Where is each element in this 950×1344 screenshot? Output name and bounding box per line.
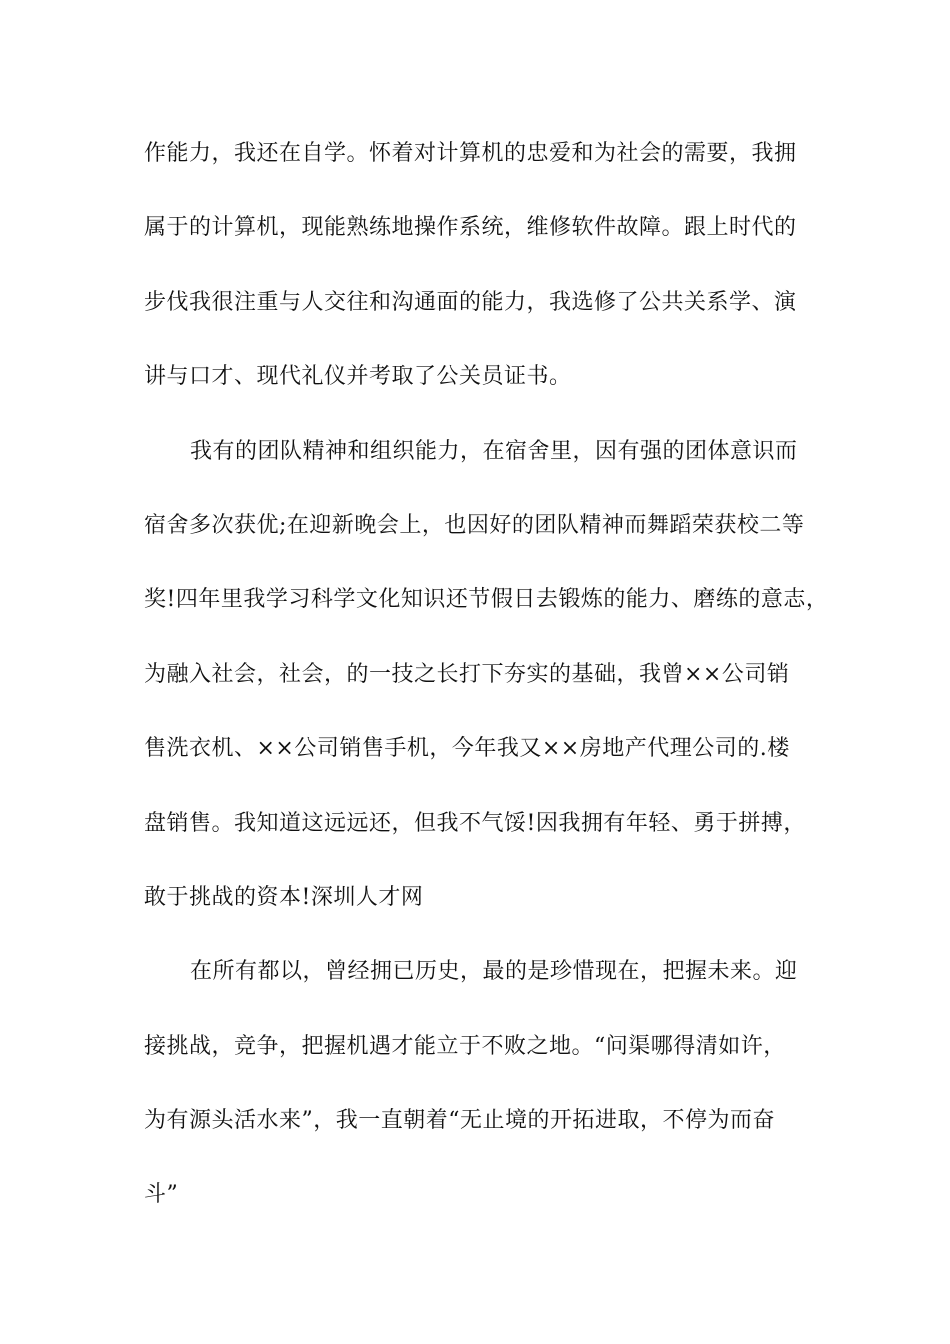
text-line: 为融入社会，社会，的一技之长打下夯实的基础，我曾××公司销 bbox=[144, 661, 790, 687]
text-line: 属于的计算机，现能熟练地操作系统，维修软件故障。跟上时代的 bbox=[144, 215, 797, 241]
text-line: 盘销售。我知道这远远还，但我不气馁!因我拥有年轻、勇于拼搏， bbox=[144, 810, 806, 836]
text-line: 奖!四年里我学习科学文化知识还节假日去锻炼的能力、磨练的意志， bbox=[144, 587, 829, 613]
text-line: 作能力，我还在自学。怀着对计算机的忠爱和为社会的需要，我拥 bbox=[144, 141, 797, 166]
text-line: 宿舍多次获优;在迎新晚会上，也因好的团队精神而舞蹈荣获校二等 bbox=[144, 512, 805, 538]
text-line: 敢于挑战的资本!深圳人才网 bbox=[144, 884, 424, 910]
paragraph-start-line: 我有的团队精神和组织能力，在宿舍里，因有强的团体意识而 bbox=[190, 438, 798, 464]
text-line: 斗” bbox=[144, 1182, 179, 1208]
text-line: 为有源头活水来”，我一直朝着“无止境的开拓进取，不停为而奋 bbox=[144, 1108, 775, 1134]
text-line: 讲与口才、现代礼仪并考取了公关员证书。 bbox=[144, 364, 572, 390]
text-line: 步伐我很注重与人交往和沟通面的能力，我选修了公共关系学、演 bbox=[144, 289, 797, 315]
text-line: 售洗衣机、××公司销售手机，今年我又××房地产代理公司的.楼 bbox=[144, 736, 790, 762]
document-body bbox=[144, 132, 829, 1248]
text-line: 接挑战，竞争，把握机遇才能立于不败之地。“问渠哪得清如许， bbox=[144, 1033, 786, 1059]
paragraph-start-line: 在所有都以，曾经拥已历史，最的是珍惜现在，把握未来。迎 bbox=[190, 959, 798, 985]
